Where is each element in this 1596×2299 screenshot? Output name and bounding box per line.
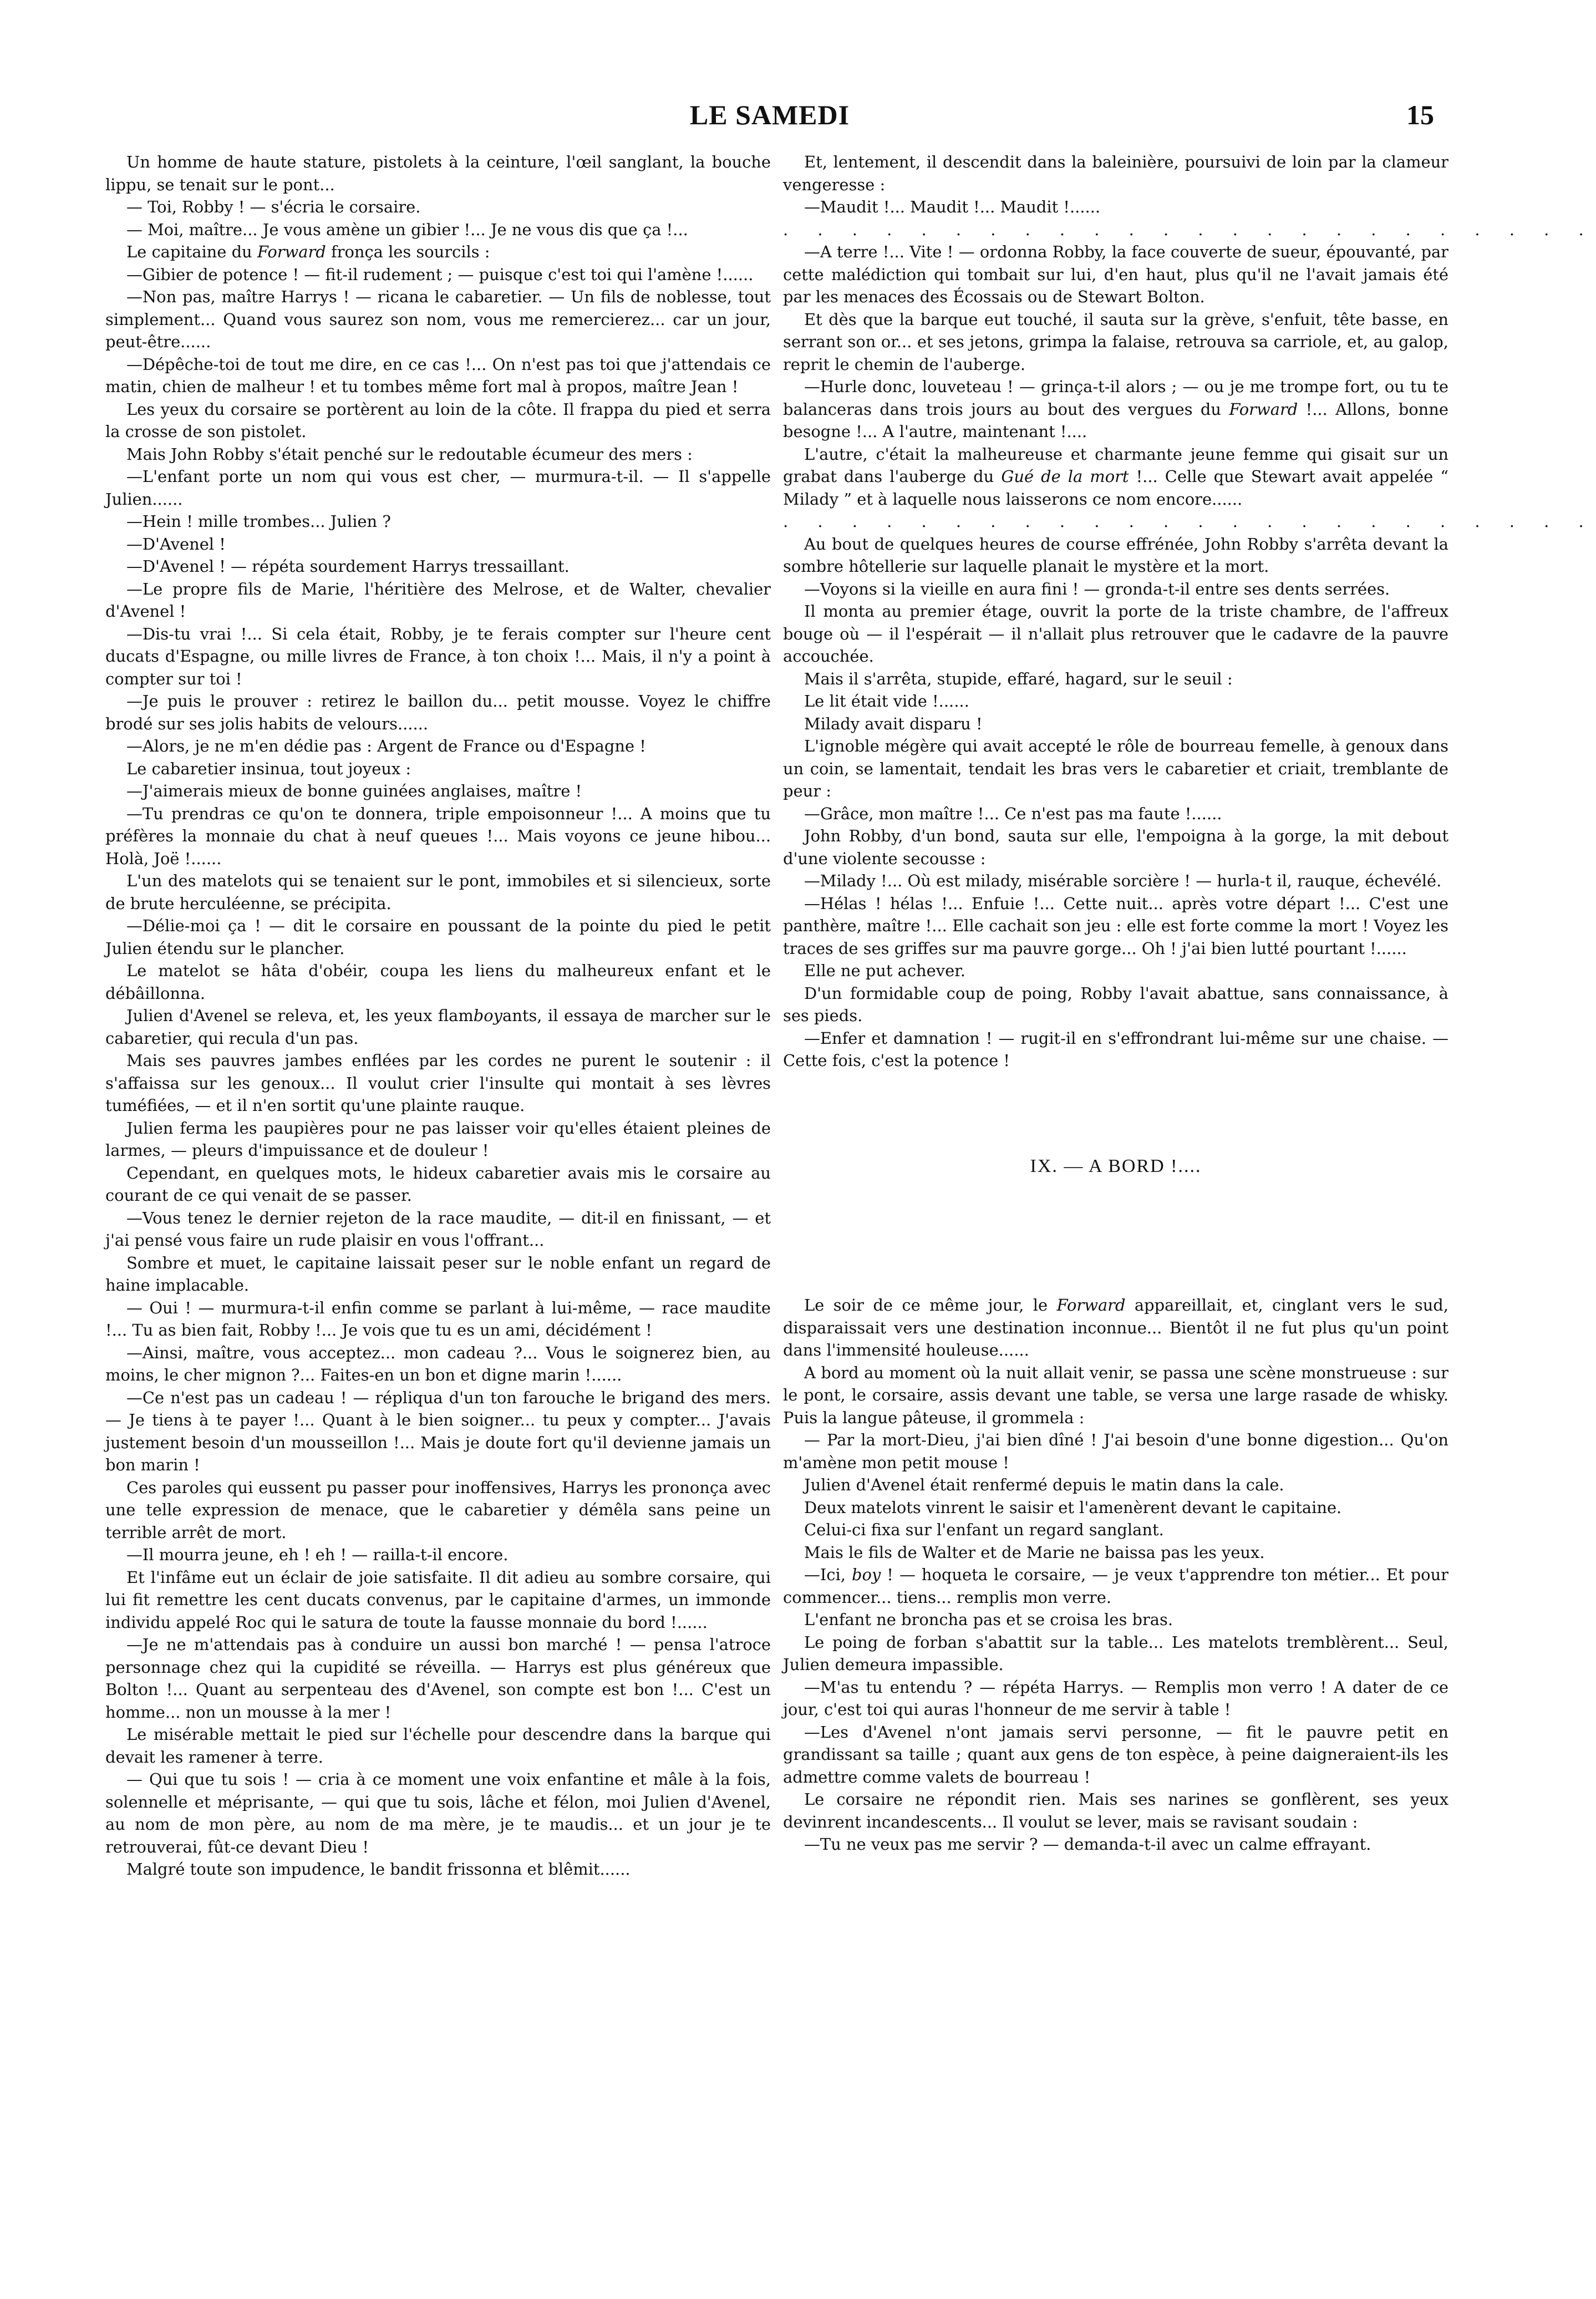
paragraph: —Ce n'est pas un cadeau ! — répliqua d'un ton farouche le brigand des mers. — Je tiens à te payer !... Quant à le bien soigner... tu peux y compter... J'avais justement besoin d'un mousseillon !... Mais je doute fort qu'il devienne jamais un bon marin !: [105, 1388, 771, 1474]
paragraph: Un homme de haute stature, pistolets à la ceinture, l'œil sanglant, la bouche lippu, se tenait sur le pont...: [105, 153, 771, 194]
paragraph: —Ici, boy ! — hoqueta le corsaire, — je veux t'apprendre ton métier... Et pour commencer... tiens... remplis mon verre.: [783, 1565, 1448, 1607]
paragraph: —Il mourra jeune, eh ! eh ! — railla-t-il encore.: [126, 1545, 509, 1564]
chapter-heading: IX. — A BORD !....: [1030, 1155, 1202, 1176]
paragraph: —Je puis le prouver : retirez le baillon du... petit mousse. Voyez le chiffre brodé sur ses jolis habits de velours......: [105, 692, 771, 733]
ellipsis-separator-2: . . . . . . . . . . . . . . . . . . . . . . . .: [783, 512, 1596, 531]
italic-term: Forward: [257, 242, 326, 261]
paragraph: —Les d'Avenel n'ont jamais servi personne, — fit le pauvre petit en grandissant sa taille ; quant aux gens de ton espèce, à peine daigneraient-ils les admettre comme valets de bourreau !: [783, 1722, 1448, 1787]
paragraph: A bord au moment où la nuit allait venir, se passa une scène monstrueuse : sur le pont, le corsaire, assis devant une table, se versa une large rasade de whisky. Puis la langue pâteuse, il grommela :: [783, 1363, 1448, 1427]
paragraph: Cependant, en quelques mots, le hideux cabaretier avais mis le corsaire au courant de ce qui venait de se passer.: [105, 1163, 771, 1205]
page-number: 15: [1406, 99, 1434, 130]
paragraph: —Enfer et damnation ! — rugit-il en s'effrondrant lui-même sur une chaise. — Cette fois, c'est la potence !: [783, 1028, 1448, 1070]
paragraph: Et dès que la barque eut touché, il sauta sur la grève, s'enfuit, tête basse, en serrant son or... et ses jetons, grimpa la falaise, retrouva sa carriole, et, au galop, reprit le chemin de l'auberge.: [783, 309, 1448, 374]
paragraph: Le corsaire ne répondit rien. Mais ses narines se gonflèrent, ses yeux devinrent incandescents... Il voulut se lever, mais se ravisant soudain :: [783, 1790, 1448, 1831]
paragraph: Malgré toute son impudence, le bandit frissonna et blêmit......: [126, 1860, 631, 1879]
paragraph: —Tu prendras ce qu'on te donnera, triple empoisonneur !... A moins que tu préfères la monnaie du chat à neuf queues !... Mais voyons ce jeune hibou... Holà, Joë !......: [105, 804, 771, 868]
italic-term: Gué de la mort: [1001, 467, 1129, 486]
paragraph: Mais le fils de Walter et de Marie ne baissa pas les yeux.: [804, 1542, 1265, 1562]
paragraph: — Par la mort-Dieu, j'ai bien dîné ! J'ai besoin d'une bonne digestion... Qu'on m'amène mon petit mouse !: [783, 1430, 1448, 1472]
paragraph: —Je ne m'attendais pas à conduire un aussi bon marché ! — pensa l'atroce personnage chez qui la cupidité se réveilla. — Harrys est plus généreux que Bolton !... Quant au serpenteau des d'Avenel, son compte est bon !... C'est un homme... non un mousse à la mer !: [105, 1635, 771, 1722]
publication-title: LE SAMEDI: [689, 99, 850, 130]
paragraph: Le soir de ce même jour, le Forward appareillait, et, cinglant vers le sud, disparaissait vers une destination inconnue... Bientôt il ne fut plus qu'un point dans l'immensité houleuse......: [783, 1296, 1448, 1359]
paragraph: —D'Avenel ! — répéta sourdement Harrys tressaillant.: [126, 557, 570, 576]
right-column: [783, 151, 1596, 1856]
paragraph: L'un des matelots qui se tenaient sur le pont, immobiles et si silencieux, sorte de brute herculéenne, se précipita.: [105, 871, 771, 913]
paragraph: Et l'infâme eut un éclair de joie satisfaite. Il dit adieu au sombre corsaire, qui lui fit remettre les cent ducats convenus, par le capitaine d'armes, un immonde individu appelé Roc qui le satura de toute la fausse monnaie du bord !......: [105, 1567, 771, 1632]
italic-term: boy: [851, 1565, 881, 1584]
right-column-part-4: [783, 1294, 1448, 1856]
section-gap: [783, 1072, 1448, 1155]
paragraph: Le lit était vide !......: [804, 692, 969, 710]
paragraph: —Délie-moi ça ! — dit le corsaire en poussant de la pointe du pied le petit Julien étendu sur le plancher.: [105, 916, 771, 958]
paragraph: —Le propre fils de Marie, l'héritière des Melrose, et de Walter, chevalier d'Avenel !: [105, 579, 771, 621]
paragraph: —D'Avenel !: [126, 534, 226, 554]
paragraph: Sombre et muet, le capitaine laissait peser sur le noble enfant un regard de haine implacable.: [105, 1253, 771, 1295]
italic-term: Forward: [1229, 399, 1298, 419]
paragraph: Il monta au premier étage, ouvrit la porte de la triste chambre, de l'affreux bouge où — il l'espérait — il n'allait plus retrouver que le cadavre de la pauvre accouchée.: [783, 602, 1448, 666]
paragraph: —Alors, je ne m'en dédie pas : Argent de France ou d'Espagne !: [126, 737, 646, 755]
paragraph: —L'enfant porte un nom qui vous est cher, — murmura-t-il. — Il s'appelle Julien......: [105, 467, 771, 509]
paragraph: L'autre, c'était la malheureuse et charmante jeune femme qui gisait sur un grabat dans l'auberge du Gué de la mort !... Celle que Stewart avait appelée “ Milady ” et à laquelle nous laisserons ce nom encore......: [783, 444, 1448, 509]
right-column-part-3: [783, 533, 1448, 1072]
paragraph: Les yeux du corsaire se portèrent au loin de la côte. Il frappa du pied et serra la crosse de son pistolet.: [105, 399, 771, 441]
paragraph: —Vous tenez le dernier rejeton de la race maudite, — dit-il en finissant, — et j'ai pensé vous faire un rude plaisir en vous l'offrant...: [105, 1208, 771, 1250]
paragraph: —Dépêche-toi de tout me dire, en ce cas !... On n'est pas toi que j'attendais ce matin, chien de malheur ! et tu tombes même fort mal à propos, maître Jean !: [105, 354, 771, 396]
paragraph: Le cabaretier insinua, tout joyeux :: [126, 759, 411, 778]
paragraph: —Voyons si la vieille en aura fini ! — gronda-t-il entre ses dents serrées.: [804, 579, 1390, 598]
paragraph: —Maudit !... Maudit !... Maudit !......: [804, 197, 1101, 216]
paragraph: Elle ne put achever.: [804, 961, 965, 980]
paragraph: Et, lentement, il descendit dans la baleinière, poursuivi de loin par la clameur vengeresse :: [783, 153, 1448, 194]
paragraph: Deux matelots vinrent le saisir et l'amenèrent devant le capitaine.: [804, 1498, 1342, 1517]
paragraph: — Oui ! — murmura-t-il enfin comme se parlant à lui-même, — race maudite !... Tu as bien fait, Robby !... Je vois que tu es un ami, décidément !: [105, 1298, 771, 1339]
paragraph: — Moi, maître... Je vous amène un gibier !... Je ne vous dis que ça !...: [126, 220, 688, 239]
paragraph: Le matelot se hâta d'obéir, coupa les liens du malheureux enfant et le débâillonna.: [105, 961, 771, 1003]
paragraph: L'ignoble mégère qui avait accepté le rôle de bourreau femelle, à genoux dans un coin, se lamentait, tendait les bras vers le cabaretier et criait, tremblante de peur :: [783, 737, 1448, 800]
italic-term: boy: [473, 1006, 503, 1025]
paragraph: — Qui que tu sois ! — cria à ce moment une voix enfantine et mâle à la fois, solennelle et méprisante, — qui que tu sois, lâche et félon, moi Julien d'Avenel, au nom de mon père, au nom de ma mère, je te maudis... et un jour je te retrouverai, fût-ce devant Dieu !: [105, 1770, 771, 1856]
section-gap-2: [783, 1178, 1448, 1294]
paragraph: John Robby, d'un bond, sauta sur elle, l'empoigna à la gorge, la mit debout d'une violente secousse :: [783, 826, 1448, 868]
paragraph: —J'aimerais mieux de bonne guinées anglaises, maître !: [126, 781, 582, 800]
paragraph: —Hurle donc, louveteau ! — grinça-t-il alors ; — ou je me trompe fort, ou tu te balanceras dans trois jours au bout des vergues du Forward !... Allons, bonne besogne !... A l'autre, maintenant !....: [783, 377, 1448, 441]
paragraph: —Hein ! mille trombes... Julien ?: [126, 512, 391, 531]
paragraph: —Gibier de potence ! — fit-il rudement ; — puisque c'est toi qui l'amène !......: [126, 265, 754, 284]
paragraph: —Ainsi, maître, vous acceptez... mon cadeau ?... Vous le soignerez bien, au moins, le cher mignon ?... Faites-en un bon et digne marin !......: [105, 1343, 771, 1384]
right-column-part-1: [783, 151, 1448, 219]
paragraph: Mais il s'arrêta, stupide, effaré, hagard, sur le seuil :: [804, 669, 1233, 688]
paragraph: Le misérable mettait le pied sur l'échelle pour descendre dans la barque qui devait les ramener à terre.: [105, 1725, 771, 1767]
paragraph: —Non pas, maître Harrys ! — ricana le cabaretier. — Un fils de noblesse, tout simplement... Quand vous saurez son nom, vous me remercierez... car un jour, peut-être......: [105, 287, 771, 351]
paragraph: Julien d'Avenel était renfermé depuis le matin dans la cale.: [804, 1475, 1284, 1494]
paragraph: Mais John Robby s'était penché sur le redoutable écumeur des mers :: [126, 444, 693, 464]
right-column-part-2: [783, 241, 1448, 510]
paragraph: — Toi, Robby ! — s'écria le corsaire.: [126, 197, 421, 216]
paragraph: —Milady !... Où est milady, misérable sorcière ! — hurla-t il, rauque, échevélé.: [804, 871, 1442, 890]
paragraph: —Hélas ! hélas !... Enfuie !... Cette nuit... après votre départ !... C'est une panthère, maître !... Elle cachait son jeu : elle est forte comme la mort ! Voyez les traces de ses griffes sur ma pauvre gorge... Oh ! j'ai bien lutté pourtant !......: [783, 894, 1448, 958]
paragraph: —Tu ne veux pas me servir ? — demanda-t-il avec un calme effrayant.: [804, 1835, 1371, 1854]
left-column: [105, 151, 771, 1881]
paragraph: Milady avait disparu !: [804, 714, 983, 733]
paragraph: —M'as tu entendu ? — répéta Harrys. — Remplis mon verro ! A dater de ce jour, c'est toi qui auras l'honneur de me servir à table !: [783, 1677, 1448, 1719]
paragraph: Ces paroles qui eussent pu passer pour inoffensives, Harrys les prononça avec une telle expression de menace, que le cabaretier y démêla sans peine un terrible arrêt de mort.: [105, 1478, 771, 1542]
paragraph: Julien ferma les paupières pour ne pas laisser voir qu'elles étaient pleines de larmes, — pleurs d'impuissance et de douleur !: [105, 1118, 771, 1160]
paragraph: —Dis-tu vrai !... Si cela était, Robby, je te ferais compter sur l'heure cent ducats d'Espagne, ou mille livres de France, à ton choix !... Mais, il n'y a point à compter sur toi !: [105, 624, 771, 688]
paragraph: Le poing de forban s'abattit sur la table... Les matelots tremblèrent... Seul, Julien demeura impassible.: [783, 1632, 1448, 1674]
paragraph: —A terre !... Vite ! — ordonna Robby, la face couverte de sueur, épouvanté, par cette malédiction qui tombait sur lui, d'en haut, plus qu'il ne l'avait jamais été par les menaces des Écossais ou de Stewart Bolton.: [783, 242, 1448, 306]
paragraph: Mais ses pauvres jambes enflées par les cordes ne purent le soutenir : il s'affaissa sur les genoux... Il voulut crier l'insulte qui montait à ses lèvres tuméfiées, — et il n'en sortit qu'une plainte rauque.: [105, 1051, 771, 1115]
paragraph: Celui-ci fixa sur l'enfant un regard sanglant.: [804, 1520, 1164, 1539]
paragraph: Au bout de quelques heures de course effrénée, John Robby s'arrêta devant la sombre hôtellerie sur laquelle planait le mystère et la mort.: [783, 534, 1448, 576]
ellipsis-separator: . . . . . . . . . . . . . . . . . . . . . . . .: [783, 220, 1596, 239]
italic-term: Forward: [1056, 1296, 1126, 1315]
paragraph: —Grâce, mon maître !... Ce n'est pas ma faute !......: [804, 804, 1222, 823]
paragraph: L'enfant ne broncha pas et se croisa les bras.: [804, 1610, 1173, 1629]
paragraph: Le capitaine du Forward fronça les sourcils :: [126, 242, 490, 261]
paragraph: Julien d'Avenel se releva, et, les yeux flamboyants, il essaya de marcher sur le cabaretier, qui recula d'un pas.: [105, 1006, 771, 1048]
running-head: [105, 99, 1434, 143]
paragraph: D'un formidable coup de poing, Robby l'avait abattue, sans connaissance, à ses pieds.: [783, 983, 1448, 1025]
